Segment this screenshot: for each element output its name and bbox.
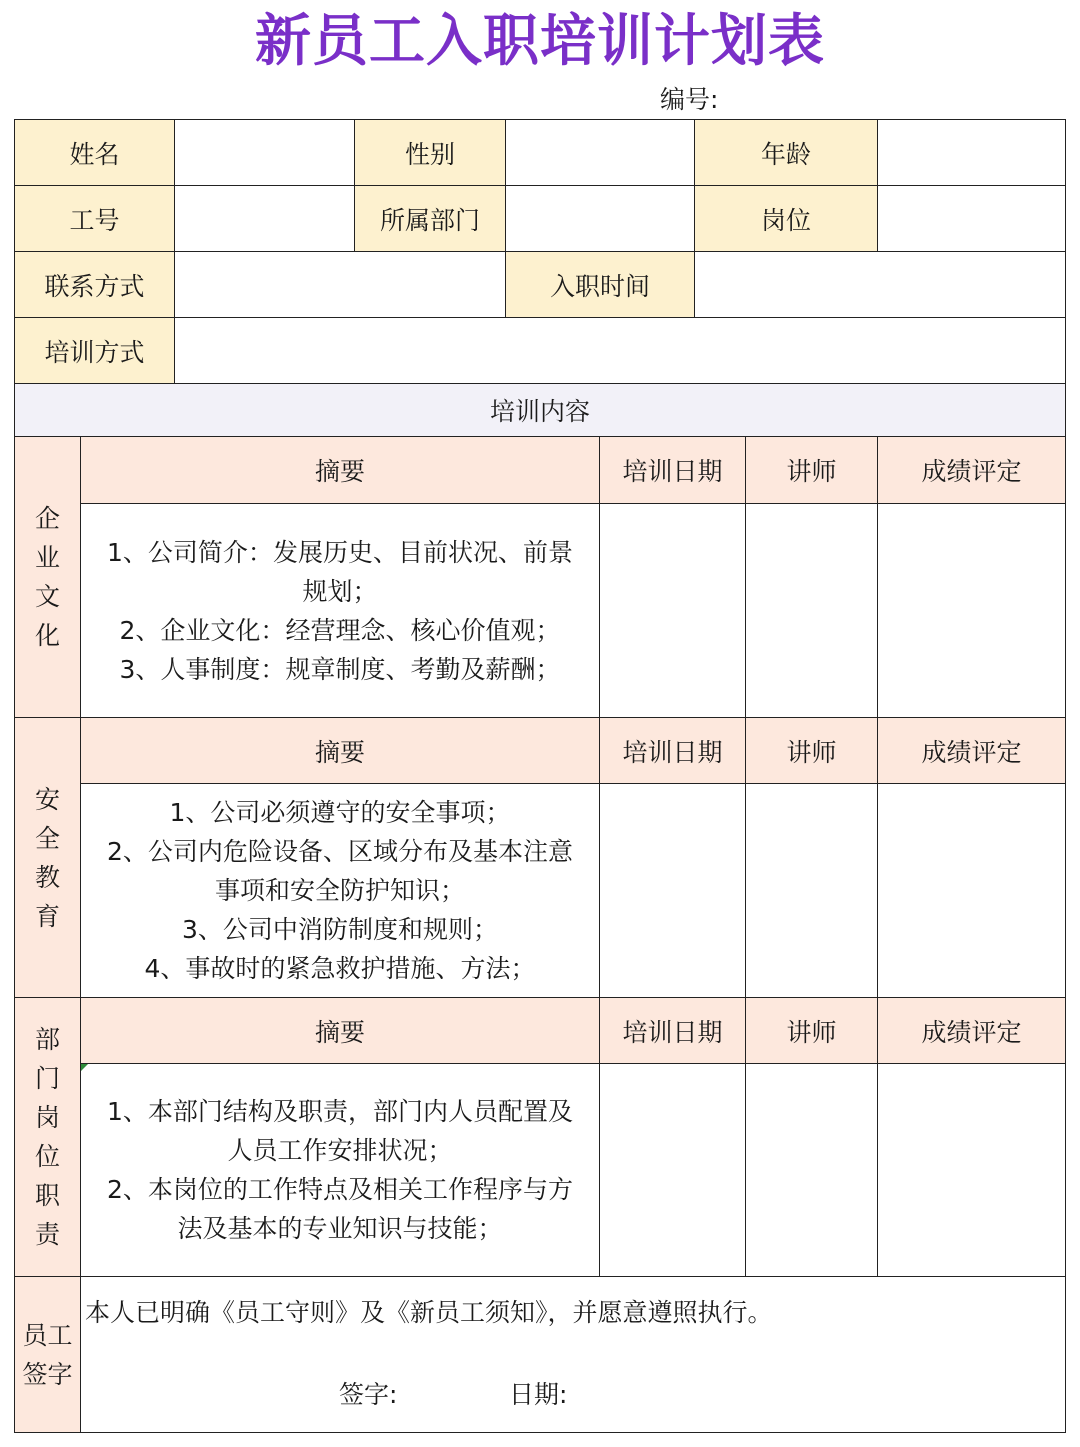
content-line: 1、公司简介：发展历史、目前状况、前景 [107, 537, 573, 567]
label-name: 姓名 [14, 119, 175, 186]
section-content-department-duties [80, 1063, 600, 1277]
section-label-char: 教 [34, 862, 60, 892]
signature-label [14, 1276, 81, 1433]
position-field[interactable] [877, 185, 1066, 252]
number-label: 编号: [660, 85, 719, 114]
signature-label-line: 员工 [22, 1320, 73, 1350]
sign-label: 签字: [339, 1380, 398, 1409]
header-training-date: 培训日期 [599, 717, 746, 784]
header-summary: 摘要 [80, 436, 600, 504]
section-label-char: 门 [34, 1064, 60, 1093]
label-employee-id: 工号 [14, 185, 175, 252]
content-line: 规划； [302, 576, 378, 606]
content-line: 2、企业文化：经营理念、核心价值观； [119, 615, 561, 645]
entry-date-field[interactable] [694, 251, 1066, 318]
content-line: 3、人事制度：规章制度、考勤及薪酬； [119, 654, 561, 684]
header-summary: 摘要 [80, 717, 600, 784]
name-field[interactable] [174, 119, 355, 186]
section-label-char: 业 [34, 543, 60, 572]
section-label-safety [14, 717, 81, 998]
header-lecturer: 讲师 [745, 717, 878, 784]
content-line: 2、公司内危险设备、区域分布及基本注意 [107, 837, 573, 866]
age-field[interactable] [877, 119, 1066, 186]
score-field[interactable] [877, 1063, 1066, 1277]
content-line: 3、公司中消防制度和规则； [182, 915, 498, 944]
score-field[interactable] [877, 503, 1066, 718]
section-label-char: 职 [34, 1181, 60, 1210]
signature-label-line: 签字 [22, 1359, 73, 1389]
training-date-field[interactable] [599, 503, 746, 718]
training-date-field[interactable] [599, 1063, 746, 1277]
lecturer-field[interactable] [745, 783, 878, 998]
section-label-char: 岗 [34, 1103, 60, 1132]
section-content-safety [80, 783, 600, 998]
signature-statement: 本人已明确《员工守则》及《新员工须知》，并愿意遵照执行。 [85, 1298, 773, 1327]
section-label-char: 育 [34, 901, 60, 931]
header-score: 成绩评定 [877, 717, 1066, 784]
content-line: 人员工作安排状况； [227, 1136, 453, 1165]
section-label-char: 企 [34, 504, 60, 533]
section-label-char: 责 [34, 1220, 60, 1249]
section-label-culture [14, 436, 81, 718]
training-method-field[interactable] [174, 317, 1066, 384]
score-field[interactable] [877, 783, 1066, 998]
header-lecturer: 讲师 [745, 436, 878, 504]
label-position: 岗位 [694, 185, 878, 252]
department-field[interactable] [505, 185, 695, 252]
contact-field[interactable] [174, 251, 506, 318]
label-gender: 性别 [354, 119, 506, 186]
date-label: 日期: [509, 1380, 568, 1409]
content-line: 法及基本的专业知识与技能； [177, 1214, 503, 1243]
section-content-culture [80, 503, 600, 718]
label-age: 年龄 [694, 119, 878, 186]
training-date-field[interactable] [599, 783, 746, 998]
training-content-heading: 培训内容 [14, 383, 1066, 437]
content-line: 2、本岗位的工作特点及相关工作程序与方 [107, 1175, 573, 1204]
lecturer-field[interactable] [745, 503, 878, 718]
signature-area[interactable] [80, 1276, 1066, 1433]
section-label-char: 位 [34, 1142, 60, 1171]
header-score: 成绩评定 [877, 436, 1066, 504]
label-entry-date: 入职时间 [505, 251, 695, 318]
page-title: 新员工入职培训计划表 [255, 9, 825, 74]
section-label-char: 文 [34, 582, 60, 611]
header-summary: 摘要 [80, 997, 600, 1064]
header-lecturer: 讲师 [745, 997, 878, 1064]
employee-id-field[interactable] [174, 185, 355, 252]
section-label-char: 安 [34, 784, 60, 814]
header-training-date: 培训日期 [599, 997, 746, 1064]
section-label-char: 化 [34, 621, 60, 650]
content-line: 事项和安全防护知识； [214, 876, 465, 905]
header-score: 成绩评定 [877, 997, 1066, 1064]
content-line: 1、公司必须遵守的安全事项； [169, 798, 511, 827]
cell-comment-marker [81, 1064, 88, 1071]
content-line: 4、事故时的紧急救护措施、方法； [144, 954, 536, 983]
label-training-method: 培训方式 [14, 317, 175, 384]
section-label-char: 部 [34, 1025, 60, 1054]
header-training-date: 培训日期 [599, 436, 746, 504]
content-line: 1、本部门结构及职责，部门内人员配置及 [107, 1097, 573, 1126]
label-department: 所属部门 [354, 185, 506, 252]
section-label-char: 全 [34, 823, 60, 853]
label-contact: 联系方式 [14, 251, 175, 318]
section-label-department-duties [14, 997, 81, 1277]
lecturer-field[interactable] [745, 1063, 878, 1277]
gender-field[interactable] [505, 119, 695, 186]
